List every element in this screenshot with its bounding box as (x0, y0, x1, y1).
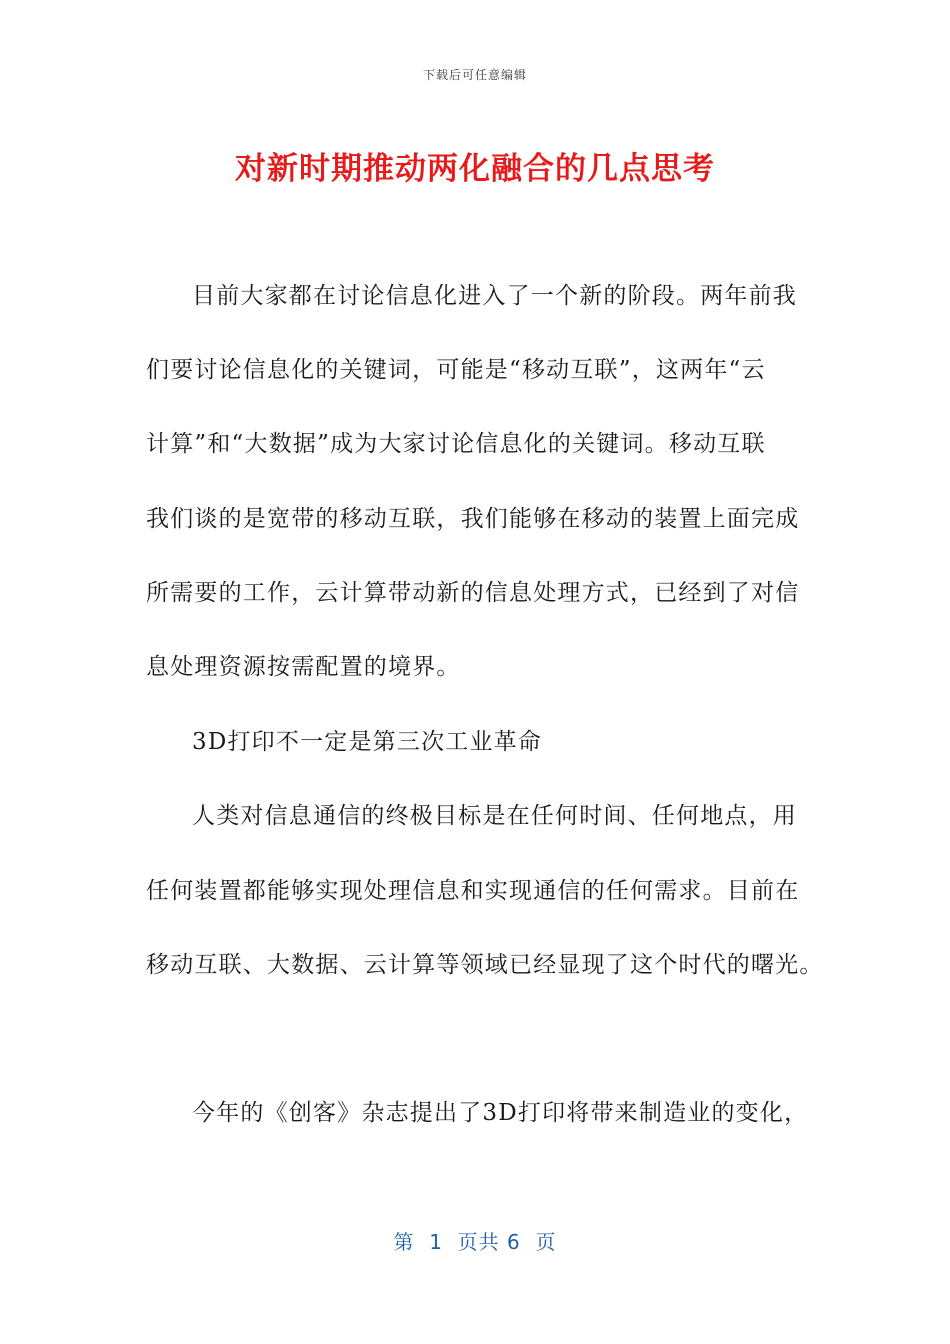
paragraph-1-line-3: 计算”和“大数据”成为大家讨论信息化的关键词。移动互联 (146, 431, 766, 457)
paragraph-2-line-1: 人类对信息通信的终极目标是在任何时间、任何地点，用 (192, 803, 797, 829)
paragraph-1-line-4: 我们谈的是宽带的移动互联，我们能够在移动的装置上面完成 (146, 506, 800, 532)
header-note: 下载后可任意编辑 (422, 68, 527, 82)
page-footer: 第 1 页共 6 页 (393, 1230, 557, 1254)
paragraph-1-line-2: 们要讨论信息化的关键词，可能是“移动互联”，这两年“云 (146, 357, 766, 383)
document-title: 对新时期推动两化融合的几点思考 (235, 151, 715, 187)
paragraph-1-line-6: 息处理资源按需配置的境界。 (146, 654, 461, 680)
paragraph-1-line-1: 目前大家都在讨论信息化进入了一个新的阶段。两年前我 (192, 283, 797, 309)
paragraph-2-line-3: 移动互联、大数据、云计算等领域已经显现了这个时代的曙光。 (146, 952, 824, 978)
paragraph-2-line-2: 任何装置都能够实现处理信息和实现通信的任何需求。目前在 (146, 878, 800, 904)
paragraph-1-line-5: 所需要的工作，云计算带动新的信息处理方式，已经到了对信 (146, 580, 800, 606)
subheading: 3D打印不一定是第三次工业革命 (192, 729, 543, 755)
paragraph-3-line-1: 今年的《创客》杂志提出了3D打印将带来制造业的变化， (192, 1100, 809, 1126)
